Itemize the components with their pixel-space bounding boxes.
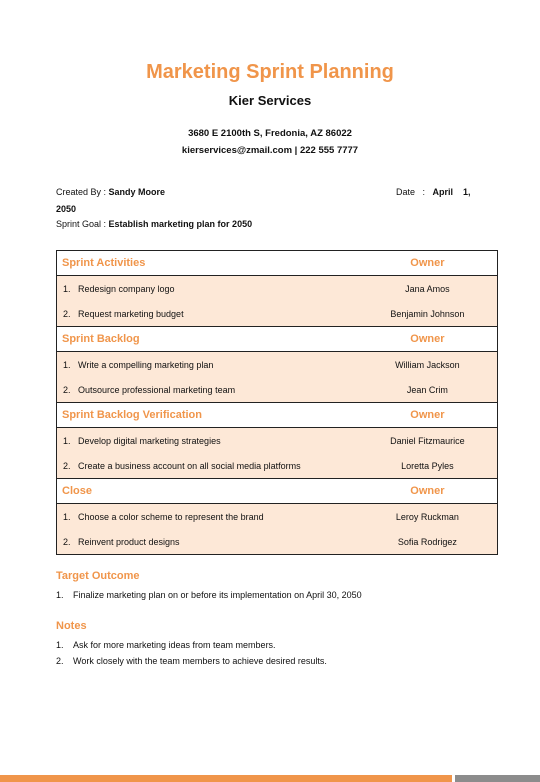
section-title: Close — [57, 479, 358, 504]
task-cell: 1. Redesign company logo — [57, 276, 358, 302]
table-row — [57, 529, 498, 555]
table-row — [57, 428, 498, 454]
owner-header: Owner — [358, 251, 498, 276]
created-by-label: Created By : — [56, 187, 109, 197]
task-cell: 1. Develop digital marketing strategies — [57, 428, 358, 454]
task-cell: 1. Choose a color scheme to represent the brand — [57, 504, 358, 530]
owner-cell: Sofia Rodrigez — [358, 529, 498, 555]
sprint-goal — [56, 219, 252, 229]
sprint-table — [56, 250, 498, 555]
list-item: 1. Finalize marketing plan on or before its implementation on April 30, 2050 — [56, 590, 362, 600]
date-value-continued: 2050 — [56, 204, 77, 214]
section-title: Sprint Backlog Verification — [57, 403, 358, 428]
task-cell: 2. Reinvent product designs — [57, 529, 358, 555]
table-row — [57, 276, 498, 302]
table-row — [57, 352, 498, 378]
section-header — [57, 327, 498, 352]
section-title: Sprint Backlog — [57, 327, 358, 352]
owner-cell: Jean Crim — [358, 377, 498, 403]
section-header — [57, 251, 498, 276]
document-title: Marketing Sprint Planning — [146, 61, 394, 83]
company-address: 3680 E 2100th S, Fredonia, AZ 86022 — [188, 128, 352, 139]
sprint-goal-label: Sprint Goal : — [56, 219, 109, 229]
owner-header: Owner — [358, 479, 498, 504]
owner-cell: Benjamin Johnson — [358, 301, 498, 327]
task-cell: 1. Write a compelling marketing plan — [57, 352, 358, 378]
company-contact: kierservices@zmail.com | 222 555 7777 — [181, 145, 359, 156]
date-field — [396, 187, 471, 197]
list-item: 1. Ask for more marketing ideas from team members. — [56, 640, 276, 650]
table-row — [57, 453, 498, 479]
table-row — [57, 504, 498, 530]
notes-title: Notes — [56, 620, 87, 632]
target-outcome-title: Target Outcome — [56, 570, 140, 582]
sprint-goal-value: Establish marketing plan for 2050 — [108, 219, 253, 229]
section-header — [57, 403, 498, 428]
owner-cell: Leroy Ruckman — [358, 504, 498, 530]
table-row — [57, 301, 498, 327]
task-cell: 2. Outsource professional marketing team — [57, 377, 358, 403]
owner-cell: Daniel Fitzmaurice — [358, 428, 498, 454]
created-by — [56, 187, 165, 197]
table-row — [57, 377, 498, 403]
section-header — [57, 479, 498, 504]
task-cell: 2. Create a business account on all social media platforms — [57, 453, 358, 479]
footer-accent-bar — [0, 775, 452, 782]
list-item: 2. Work closely with the team members to achieve desired results. — [56, 656, 327, 666]
created-by-value: Sandy Moore — [108, 187, 166, 197]
task-cell: 2. Request marketing budget — [57, 301, 358, 327]
company-name: Kier Services — [228, 93, 312, 108]
owner-cell: William Jackson — [358, 352, 498, 378]
owner-header: Owner — [358, 403, 498, 428]
owner-header: Owner — [358, 327, 498, 352]
section-title: Sprint Activities — [57, 251, 358, 276]
date-value: April 1, — [432, 187, 471, 197]
date-label: Date : — [396, 187, 433, 197]
owner-cell: Loretta Pyles — [358, 453, 498, 479]
footer-grey-bar — [455, 775, 540, 782]
owner-cell: Jana Amos — [358, 276, 498, 302]
